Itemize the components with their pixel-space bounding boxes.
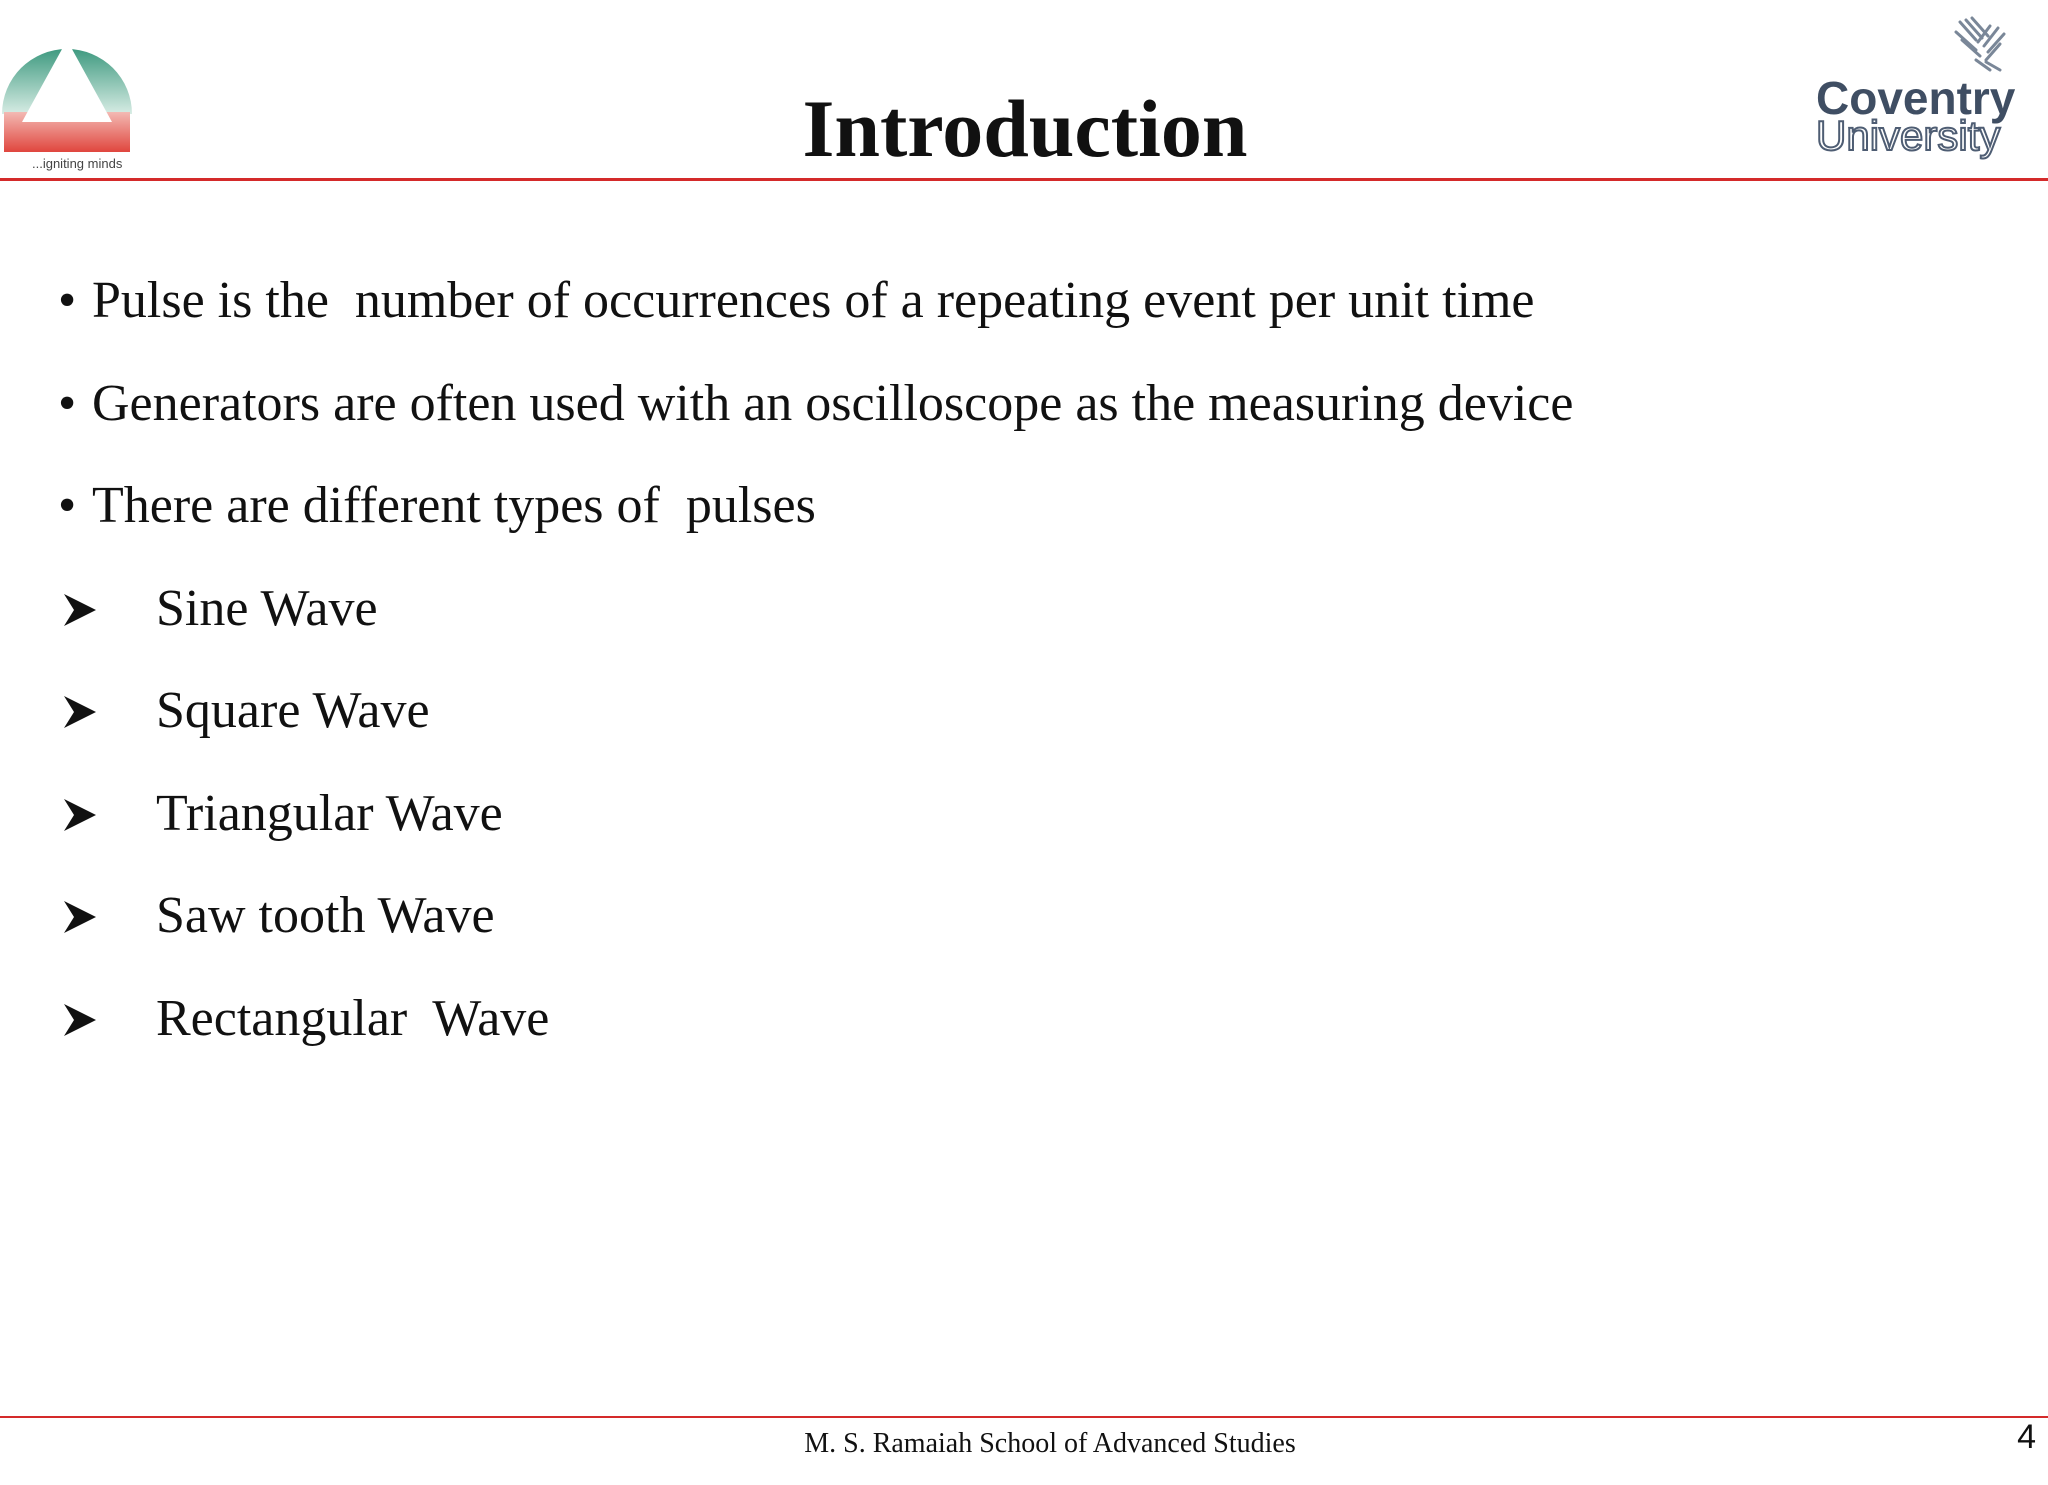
logo-tagline: ...igniting minds [32,156,123,171]
arrow-bullet-icon [58,785,156,845]
wave-type-item [58,682,1958,785]
wave-type-item [58,785,1958,888]
wave-type-text: Square Wave [156,682,430,739]
arrow-bullet-icon [58,990,156,1050]
wave-type-item [58,887,1958,990]
footer-institution: M. S. Ramaiah School of Advanced Studies [804,1428,1296,1459]
coventry-line2: University [1816,112,2001,159]
title-divider [0,178,2048,181]
bullet-item [58,477,1958,580]
arrow-bullet-icon [58,580,156,640]
bullet-text: There are different types of pulses [92,477,816,534]
slide-content [58,272,1958,1092]
footer-divider [0,1416,2048,1418]
bullet-text: Pulse is the number of occurrences of a repeating event per unit time [92,272,1535,329]
page-number: 4 [2017,1418,2036,1456]
wave-type-text: Triangular Wave [156,784,503,842]
wave-type-item [58,990,1958,1093]
bullet-dot-icon: • [58,374,77,432]
wave-type-item [58,580,1958,683]
wave-type-text: Sine Wave [156,579,378,637]
bullet-dot-icon: • [58,477,77,534]
arrow-bullet-icon [58,887,156,947]
bullet-item [58,272,1958,375]
wave-type-text: Saw tooth Wave [156,887,495,944]
wave-type-text: Rectangular Wave [156,989,550,1047]
page-title: Introduction [802,83,1248,174]
bullet-text: Generators are often used with an oscilloscope as the measuring device [92,374,1574,432]
bullet-item [58,375,1958,478]
coventry-line1: Coventry [1816,72,2016,124]
arrow-bullet-icon [58,682,156,742]
bullet-dot-icon: • [58,272,77,329]
